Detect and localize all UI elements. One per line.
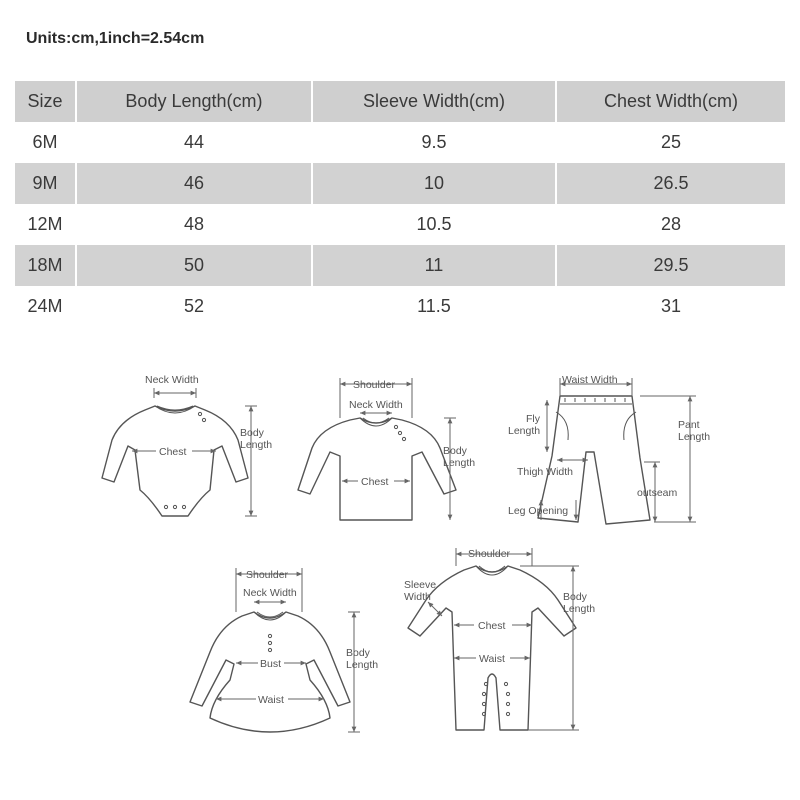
dress-bust-label: Bust <box>260 658 282 670</box>
romper-sleeve-width-label-1: Sleeve <box>404 579 437 591</box>
shirt-neck-width-label: Neck Width <box>349 399 403 411</box>
cell-size: 12M <box>27 214 63 234</box>
bodysuit-chest-label: Chest <box>159 446 187 458</box>
cell-chest-width: 26.5 <box>556 163 785 204</box>
dress-waist-label: Waist <box>258 694 284 706</box>
cell-body-length: 44 <box>76 122 312 163</box>
cell-sleeve-width: 10 <box>312 163 556 204</box>
cell-sleeve-width: 9.5 <box>312 122 556 163</box>
romper-chest-label: Chest <box>478 620 506 632</box>
cell-sleeve-width: 10.5 <box>312 204 556 245</box>
table-row <box>15 204 785 245</box>
size-chart-table <box>15 81 785 327</box>
header-body-length: Body Length(cm) <box>76 81 312 122</box>
romper-diagram <box>404 548 595 730</box>
romper-body-length-label-2: Length <box>563 603 596 615</box>
table-row <box>15 286 785 327</box>
bodysuit-neck-width-label: Neck Width <box>145 374 199 386</box>
shirt-shoulder-label: Shoulder <box>353 379 396 391</box>
cell-chest-width: 31 <box>556 286 785 327</box>
table-header-row <box>15 81 785 122</box>
shirt-body-length-label-2: Length <box>443 457 476 469</box>
cell-body-length: 48 <box>76 204 312 245</box>
romper-waist-label: Waist <box>479 653 505 665</box>
units-note: Units:cm,1inch=2.54cm <box>26 30 205 47</box>
romper-shoulder-label: Shoulder <box>468 548 511 560</box>
shirt-diagram <box>298 378 475 520</box>
romper-sleeve-width-label-2: Width <box>404 591 431 603</box>
cell-sleeve-width: 11.5 <box>312 286 556 327</box>
shirt-body-length-label-1: Body <box>443 445 467 457</box>
pants-fly-length-label-1: Fly <box>526 413 540 425</box>
dress-diagram <box>190 568 378 732</box>
pants-thigh-width-label: Thigh Width <box>517 466 574 478</box>
cell-chest-width: 28 <box>556 204 785 245</box>
pants-leg-opening-label: Leg Opening <box>508 505 569 517</box>
pants-waist-width-label: Waist Width <box>562 374 618 386</box>
table-row <box>15 122 785 163</box>
dress-body-length-label-2: Length <box>346 659 379 671</box>
dress-shoulder-label: Shoulder <box>246 569 289 581</box>
pants-diagram <box>508 374 710 524</box>
header-chest-width: Chest Width(cm) <box>556 81 785 122</box>
pants-outseam-label: outseam <box>637 487 678 499</box>
cell-size: 6M <box>32 132 58 152</box>
bodysuit-body-length-label-2: Length <box>240 439 273 451</box>
cell-body-length: 46 <box>76 163 312 204</box>
bodysuit-body-length-label-1: Body <box>240 427 264 439</box>
cell-chest-width: 25 <box>556 122 785 163</box>
dress-neck-width-label: Neck Width <box>243 587 297 599</box>
cell-body-length: 52 <box>76 286 312 327</box>
bodysuit-diagram <box>102 374 272 516</box>
header-sleeve-width: Sleeve Width(cm) <box>312 81 556 122</box>
pants-pant-length-label-2: Length <box>678 431 711 443</box>
header-size: Size <box>15 81 76 122</box>
romper-body-length-label-1: Body <box>563 591 587 603</box>
cell-sleeve-width: 11 <box>312 245 556 286</box>
pants-pant-length-label-1: Pant <box>678 419 700 431</box>
table-row <box>15 245 785 286</box>
shirt-chest-label: Chest <box>361 476 389 488</box>
pants-fly-length-label-2: Length <box>508 425 541 437</box>
table-row <box>15 163 785 204</box>
cell-size: 18M <box>15 245 76 286</box>
dress-body-length-label-1: Body <box>346 647 370 659</box>
cell-size: 9M <box>15 163 76 204</box>
cell-body-length: 50 <box>76 245 312 286</box>
measurement-diagrams <box>0 350 800 750</box>
cell-chest-width: 29.5 <box>556 245 785 286</box>
cell-size: 24M <box>27 296 63 316</box>
